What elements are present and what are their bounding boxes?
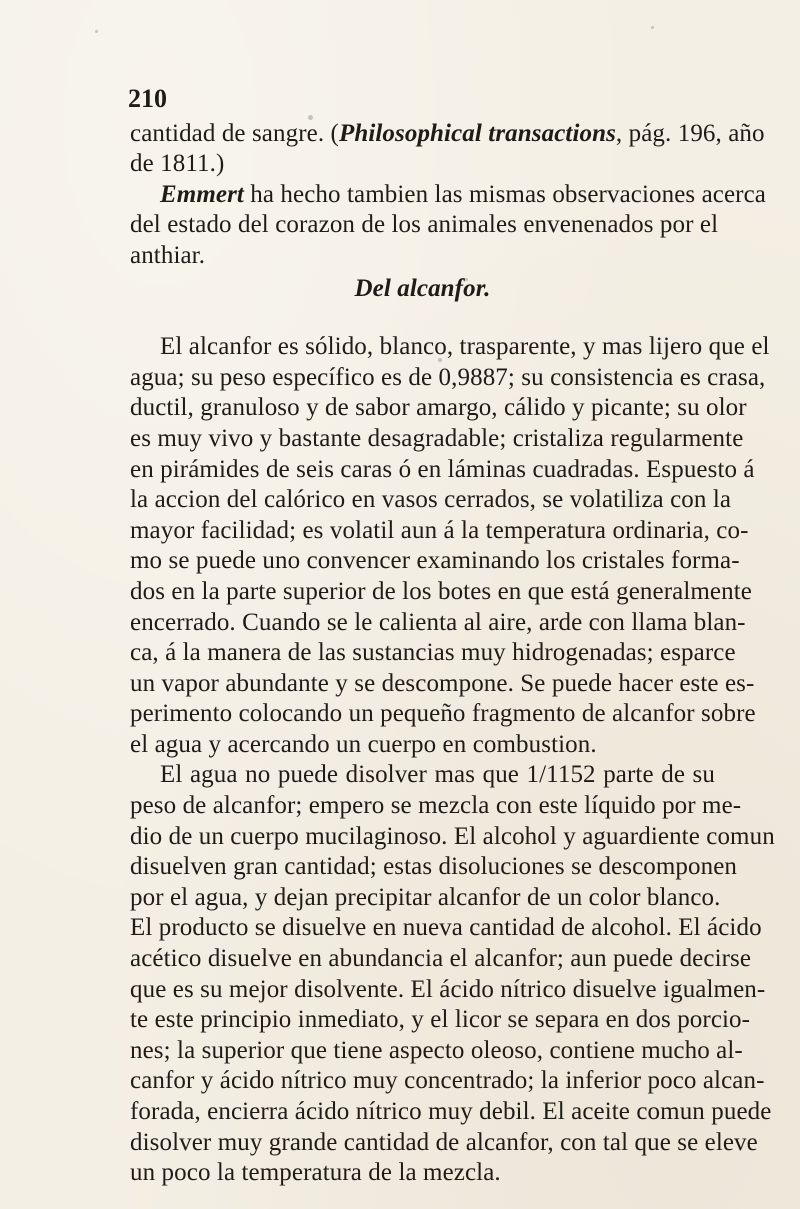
- text-line: ductil, granuloso y de sabor amargo, cálido y picante; su olor: [130, 394, 747, 422]
- text-line: peso de alcanfor; empero se mezcla con este líquido por me-: [130, 792, 742, 820]
- text-line: un vapor abundante y se descompone. Se puede hacer este es-: [130, 669, 755, 697]
- text-line: nes; la superior que tiene aspecto oleoso, contiene mucho al-: [130, 1036, 743, 1064]
- text-line: forada, encierra ácido nítrico muy debil. El aceite comun puede: [130, 1098, 772, 1125]
- page-body: [130, 88, 775, 1189]
- paper-speck: [651, 26, 654, 29]
- text-line: mayor facilidad; es volatil aun á la temperatura ordinaria, co-: [130, 516, 749, 544]
- text-line: El alcanfor es sólido, blanco, trasparente, y mas lijero que el: [160, 333, 770, 361]
- text-line: anthiar.: [130, 241, 206, 269]
- text-line: El producto se disuelve en nueva cantidad de alcohol. El ácido: [130, 914, 762, 942]
- text-line: la accion del calórico en vasos cerrados, se volatiliza con la: [130, 486, 732, 514]
- text-line: perimento colocando un pequeño fragmento de alcanfor sobre: [130, 700, 756, 728]
- text-line: del estado del corazon de los animales envenenados por el: [130, 211, 719, 239]
- text-line: ca, á la manera de las sustancias muy hidrogenadas; esparce: [130, 639, 736, 667]
- text-line: cantidad de sangre. (Philosophical transactions, pág. 196, año: [130, 119, 765, 147]
- text-line: agua; su peso específico es de 0,9887; su consistencia es crasa,: [130, 363, 766, 391]
- text-line: que es su mejor disolvente. El ácido nítrico disuelve igualmen-: [130, 975, 766, 1003]
- text-line: es muy vivo y bastante desagradable; cristaliza regularmente: [130, 424, 744, 452]
- text-line: acético disuelve en abundancia el alcanfor; aun puede decirse: [130, 945, 752, 973]
- text-line: Emmert ha hecho tambien las mismas observaciones acerca: [160, 180, 766, 208]
- text-line: por el agua, y dejan precipitar alcanfor de un color blanco.: [130, 883, 721, 911]
- journal-title: Philosophical transactions: [338, 119, 616, 147]
- page-number: 210: [128, 84, 167, 113]
- paper-speck: [95, 30, 98, 33]
- paragraph-alcanfor-solubility: [130, 760, 775, 1188]
- section-heading: Del alcanfor.: [354, 274, 491, 302]
- text-line: disuelven gran cantidad; estas disoluciones se descomponen: [130, 853, 738, 881]
- text-line: de 1811.): [130, 150, 225, 178]
- text-line: en pirámides de seis caras ó en láminas cuadradas. Espuesto á: [130, 455, 755, 483]
- paper-speck: [308, 115, 313, 120]
- text-line: disolver muy grande cantidad de alcanfor, con tal que se eleve: [130, 1128, 758, 1156]
- text-line: te este principio inmediato, y el licor se separa en dos porcio-: [130, 1006, 751, 1034]
- text-line: dos en la parte superior de los botes en que está generalmente: [130, 577, 752, 605]
- text-line: encerrado. Cuando se le calienta al aire, arde con llama blan-: [130, 608, 746, 636]
- text-line: dio de un cuerpo mucilaginoso. El alcohol y aguardiente comun: [130, 822, 775, 850]
- text-line: un poco la temperatura de la mezcla.: [130, 1159, 501, 1187]
- text-line: canfor y ácido nítrico muy concentrado; la inferior poco alcan-: [130, 1067, 765, 1095]
- text-line: El agua no puede disolver mas que 1/1152 parte de su: [160, 761, 715, 789]
- paper-speck: [465, 278, 468, 281]
- author-name: Emmert: [160, 180, 244, 208]
- text-line: mo se puede uno convencer examinando los cristales forma-: [130, 547, 740, 575]
- text-line: el agua y acercando un cuerpo en combustion.: [130, 730, 597, 758]
- paper-speck: [438, 358, 442, 362]
- paragraph-alcanfor-properties: [130, 332, 770, 760]
